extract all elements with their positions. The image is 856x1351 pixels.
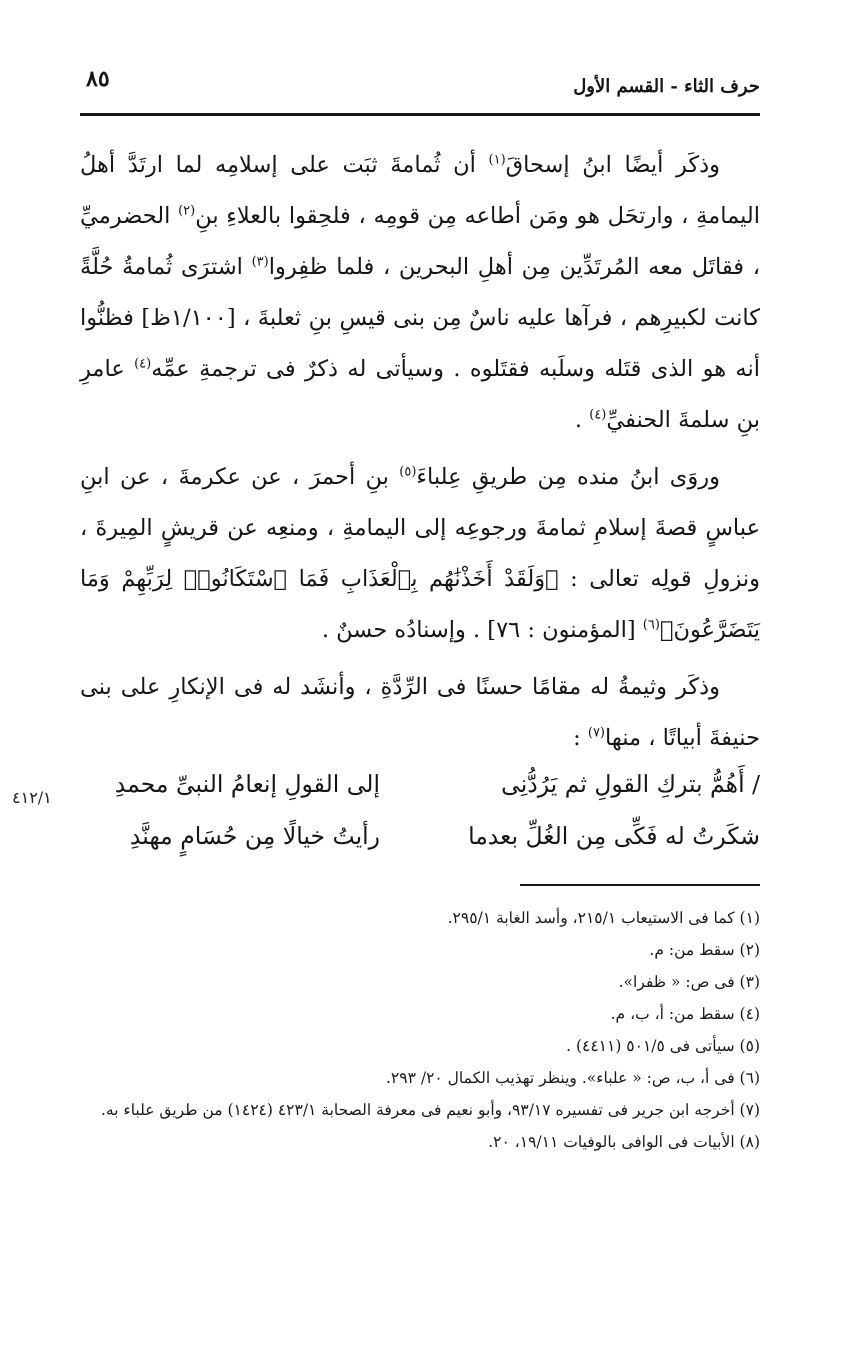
text-segment: أن ثُمامةَ ثبَت على إسلامِه لما ارتَدَّ أهلُ اليمامةِ ، وارتحَل هو ومَن أطاعه مِن قومِه ، فلحِقوا بالعلاءِ بنِ — [80, 152, 760, 229]
footnote-marker: (١) — [488, 152, 506, 168]
verse-second-hemistich: إلى القولِ إنعامُ النبىِّ محمدِ — [114, 770, 380, 798]
text-segment: عامرِ بنِ سلمةَ الحنفيِّ — [80, 356, 760, 433]
footnote: (٢) سقط من: م. — [649, 941, 760, 959]
footnote: (٣) فى ص: « ظفرا». — [618, 973, 760, 991]
text-segment: وذكَر وثيمةُ له مقامًا حسنًا فى الرِّدَّةِ ، وأنشَد له فى الإنكارِ على بنى حنيفةَ أبياتًا ، منها — [80, 674, 760, 751]
footnote-separator — [520, 884, 760, 886]
footnote-marker: (٤) — [134, 356, 152, 372]
poem — [80, 770, 760, 874]
footnote: (٨) الأبيات فى الوافى بالوفيات ١٩/١١، ٢٠. — [488, 1133, 760, 1151]
footnote-marker: (٧) — [587, 725, 605, 741]
footnote-marker: (٢) — [178, 203, 196, 219]
verse-first-hemistich: / أَهُمُّ بتركِ القولِ ثم يَرُدُّنِى — [501, 770, 760, 798]
verse-line — [80, 822, 760, 874]
text-segment: : — [573, 725, 588, 751]
verse-line — [80, 770, 760, 822]
text-segment: . — [574, 407, 590, 433]
text-segment: الحضرميِّ ، فقاتَل معه المُرتَدِّين مِن أهلِ البحرين ، فلما ظفِروا — [80, 203, 760, 280]
footnote-marker: (٤) — [589, 407, 607, 423]
text-segment: [المؤمنون : ٧٦] . وإسنادُه حسنٌ . — [321, 617, 643, 643]
footnote: (١) كما فى الاستيعاب ٢١٥/١، وأسد الغابة ٢٩٥/١. — [447, 909, 760, 927]
footnote: (٤) سقط من: أ، ب، م. — [610, 1005, 760, 1023]
margin-page-reference: ٤١٢/١ — [12, 788, 52, 807]
paragraph — [80, 452, 760, 656]
paragraph — [80, 140, 760, 446]
header-rule — [80, 113, 760, 116]
running-title: حرف الثاء - القسم الأول — [573, 76, 760, 97]
footnote-marker: (٦) — [642, 617, 660, 633]
footnote: (٧) أخرجه ابن جرير فى تفسيره ٩٣/١٧، وأبو نعيم فى معرفة الصحابة ٤٢٣/١ (١٤٢٤) من طريق علباء به. — [100, 1101, 760, 1119]
text-segment: بنِ أحمرَ ، عن عكرمةَ ، عن ابنِ عباسٍ قصةَ إسلامِ ثمامةَ ورجوعِه إلى اليمامةِ ، ومنعِه عن قريشٍ المِيرةَ ، ونزولِ قولِه تعالى : ﴿وَلَقَدْ أَخَذْنَٰهُم بِٱلْعَذَابِ فَمَا ٱسْتَكَانُوا۟ لِرَبِّهِمْ وَمَا يَتَضَرَّعُونَ﴾ — [80, 464, 760, 643]
paragraph — [80, 662, 760, 764]
text-segment: اشترَى ثُمامةُ حُلَّةً كانت لكبيرِهم ، فرآها عليه ناسٌ مِن بنى قيسِ بنِ ثعلبةَ ، [١/١٠٠ظ] فظنُّوا أنه هو الذى قتَله وسلَبه فقتَلوه . وسيأتى له ذكرٌ فى ترجمةِ عمِّه — [80, 254, 761, 382]
page-number: ٨٥ — [86, 66, 110, 92]
text-segment: وذكَر أيضًا ابنُ إسحاقَ — [505, 152, 720, 178]
footnotes — [80, 902, 760, 1158]
verse-first-hemistich: شكَرتُ له فَكِّى مِن الغُلِّ بعدما — [468, 822, 760, 850]
main-text — [80, 140, 760, 764]
page-header — [80, 64, 760, 116]
verse-second-hemistich: رأيتُ خيالًا مِن حُسَامٍ مهنَّدِ — [129, 822, 380, 850]
footnote-marker: (٥) — [399, 464, 417, 480]
text-segment: وروَى ابنُ منده مِن طريقِ عِلباءَ — [416, 464, 720, 490]
footnote: (٦) فى أ، ب، ص: « علباء». وينظر تهذيب الكمال ٢٠/ ٢٩٣. — [385, 1069, 760, 1087]
footnote-marker: (٣) — [251, 254, 269, 270]
footnote: (٥) سيأتى فى ٥٠١/٥ (٤٤١١) . — [566, 1037, 760, 1055]
